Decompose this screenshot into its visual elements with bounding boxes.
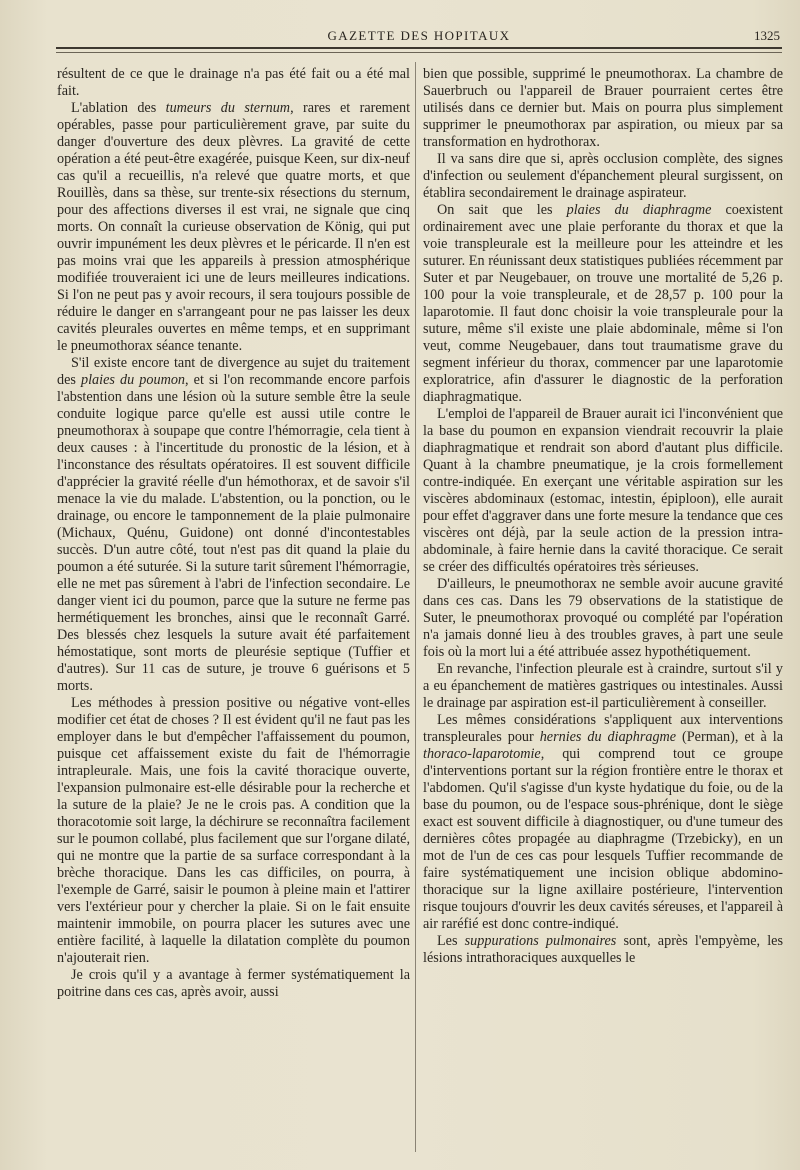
paragraph: S'il existe encore tant de divergence au sujet du traitement des plaies du poumon, et si l'on recommande encore parfois l'abstention dans une lésion où la suture semble être la seule conduite logique parce qu'elle est aussi utile contre le pneumothorax à soupape que contre l'hémorragie, cela tient à deux causes : à l'incertitude du pronostic de la lésion, et à l'inconstance des résultats opératoires. Il est souvent difficile d'apprécier la gravité réelle d'un hémothorax, et de savoir s'il menace la vie du malade. L'abstention, ou la ponction, ou le drainage, ou encore le tamponnement de la plaie pulmonaire (Michaux, Quénu, Guidone) ont donné d'incontestables succès. D'un autre côté, tout n'est pas dit quand la plaie du poumon a été suturée. Si la suture tarit sûrement l'hémorragie, elle ne met pas sûrement à l'abri de l'infection secondaire. Le danger vient ici du poumon, parce que la suture ne ferme pas hermétiquement les bronches, ainsi que le reconnaît Garré. Des blessés chez lesquels la suture avait été parfaitement hémostatique, sont morts de pleurésie septique (Tuffier et d'autres). Sur 11 cas de suture, je trouve 6 guérisons et 5 morts. bbox=[57, 355, 410, 694]
paragraph: bien que possible, supprimé le pneumothorax. La chambre de Sauerbruch ou l'appareil de Brauer pourraient certes être utilisés dans ce dernier but. Mais on pourra plus simplement supprimer le pneumothorax par aspiration, ou mieux par sa transformation en hydrothorax. bbox=[423, 66, 783, 150]
header-rule-thin bbox=[56, 52, 782, 53]
section-term: suppurations pulmonaires bbox=[464, 933, 617, 949]
column-divider bbox=[415, 62, 416, 1152]
running-header bbox=[58, 28, 780, 44]
right-column bbox=[423, 66, 783, 967]
section-term: tumeurs du sternum bbox=[165, 100, 291, 116]
section-term: hernies du diaphragme bbox=[539, 729, 677, 745]
paragraph: Il va sans dire que si, après occlusion complète, des signes d'infection ou seulement d'épanchement pleural surgissent, on établira secondairement le drainage aspirateur. bbox=[423, 151, 783, 201]
section-term: thoraco-laparotomie bbox=[423, 746, 541, 762]
header-rule-thick bbox=[56, 47, 782, 49]
paragraph: Je crois qu'il y a avantage à fermer systématiquement la poitrine dans ces cas, après avoir, aussi bbox=[57, 967, 410, 1000]
paragraph: résultent de ce que le drainage n'a pas été fait ou a été mal fait. bbox=[57, 66, 410, 99]
paragraph: En revanche, l'infection pleurale est à craindre, surtout s'il y a eu épanchement de matières gastriques ou intestinales. Aussi le drainage par aspiration est-il particulièrement à conseiller. bbox=[423, 661, 783, 711]
journal-title: GAZETTE DES HOPITAUX bbox=[327, 28, 511, 43]
paragraph: L'ablation des tumeurs du sternum, rares et rarement opérables, passe pour particulièrement grave, par suite du danger d'ouverture des deux plèvres. La gravité de cette opération a été peut-être exagérée, puisque Keen, sur dix-neuf cas qu'il a recueillis, n'a relevé que quatre morts, et que Rouillès, dans sa thèse, sur trente-six résections du sternum, pour des affections diverses il est vrai, ne signale que cinq morts. On connaît la curieuse observation de König, qui put ouvrir impunément les deux plèvres et le péricarde. Il n'en est pas moins vrai que les appareils à pression atmosphérique modifiée trouveraient ici une de leurs meilleures indications. Si l'on ne peut pas y avoir recours, il sera toujours possible de réduire le danger en s'arrangeant pour ne pas laisser les deux cavités pleurales ouvertes en même temps, et en supprimant le pneumothorax séance tenante. bbox=[57, 100, 411, 354]
paragraph: Les mêmes considérations s'appliquent aux interventions transpleurales pour hernies du diaphragme (Perman), et à la thoraco-laparotomie, qui comprend tout ce groupe d'interventions portant sur la région frontière entre le thorax et l'abdomen. Qu'il s'agisse d'un kyste hydatique du foie, ou de la base du poumon, ou de l'espace sous-phrénique, dont le siège exact est souvent difficile à diagnostiquer, ou d'une tumeur des dernières côtes propagée au diaphragme (Trzebicky), en un mot de l'un de ces cas pour lesquels Tuffier recommande de faire systématiquement une incision oblique abdomino-thoracique sur la ligne axillaire postérieure, l'intervention risque toujours d'ouvrir les deux cavités séreuses, et l'appareil à air raréfié est donc contre-indiqué. bbox=[423, 712, 783, 932]
section-term: plaies du diaphragme bbox=[566, 202, 712, 218]
paragraph: D'ailleurs, le pneumothorax ne semble avoir aucune gravité dans ces cas. Dans les 79 observations de la statistique de Suter, le pneumothorax provoqué ou complété par l'opération n'a jamais donné lieu à des troubles graves, à part une seule fois où la mort lui a été attribuée assez hypothétiquement. bbox=[423, 576, 783, 660]
paragraph: On sait que les plaies du diaphragme coexistent ordinairement avec une plaie perforante du thorax et que la voie transpleurale est la meilleure pour les atteindre et les suturer. En réunissant deux statistiques publiées récemment par Suter et par Neugebauer, on trouve une mortalité de 5,26 p. 100 pour la voie transpleurale, et de 28,57 p. 100 pour la laparotomie. Il faut donc choisir la voie transpleurale pour la suture, même s'il existe une plaie abdominale, même si l'on veut, comme Neugebauer, dans tout traumatisme grave du segment inférieur du thorax, commencer par une laparotomie exploratrice, afin d'assurer le diagnostic de la perforation diaphragmatique. bbox=[423, 202, 783, 405]
section-term: plaies du poumon bbox=[81, 372, 186, 388]
paragraph: Les méthodes à pression positive ou négative vont-elles modifier cet état de choses ? Il est évident qu'il ne faut pas les employer dans le but d'empêcher l'affaissement du poumon, puisque cet affaissement existe du fait de l'hémorragie intrapleurale. Mais, une fois la cavité thoracique ouverte, l'expansion pulmonaire est-elle désirable pour la recherche et la suture de la plaie? Je ne le crois pas. A condition que la thoracotomie soit large, la déchirure se reconnaîtra facilement sur le poumon collabé, plus facilement que sur l'organe dilaté, qui ne montre que la partie de sa surface correspondant à la brèche thoracique. Dans les cas difficiles, on pourra, à l'exemple de Garré, saisir le poumon à pleine main et l'attirer vers l'extérieur pour y chercher la plaie. Si on le fait ensuite maintenir immobile, on pourra placer les sutures avec une entière facilité, à laquelle la dilatation complète du poumon n'ajouterait rien. bbox=[57, 695, 410, 966]
paragraph: Les suppurations pulmonaires sont, après l'empyème, les lésions intrathoraciques auxquelles le bbox=[423, 933, 783, 966]
page-number: 1325 bbox=[754, 28, 780, 43]
paragraph: L'emploi de l'appareil de Brauer aurait ici l'inconvénient que la base du poumon en expansion viendrait recouvrir la plaie diaphragmatique et rendrait son abord d'autant plus difficile. Quant à la chambre pneumatique, je la crois formellement contre-indiquée. En exerçant une véritable aspiration sur les viscères abdominaux (estomac, intestin, épiploon), elle aurait pour effet d'aggraver dans une forte mesure la tendance que ces viscères ont déjà, par la seule action de la pression intra-abdominale, à faire hernie dans la cavité thoracique. Ce serait se créer des difficultés opératoires très sérieuses. bbox=[423, 406, 783, 575]
left-column bbox=[57, 66, 410, 1001]
